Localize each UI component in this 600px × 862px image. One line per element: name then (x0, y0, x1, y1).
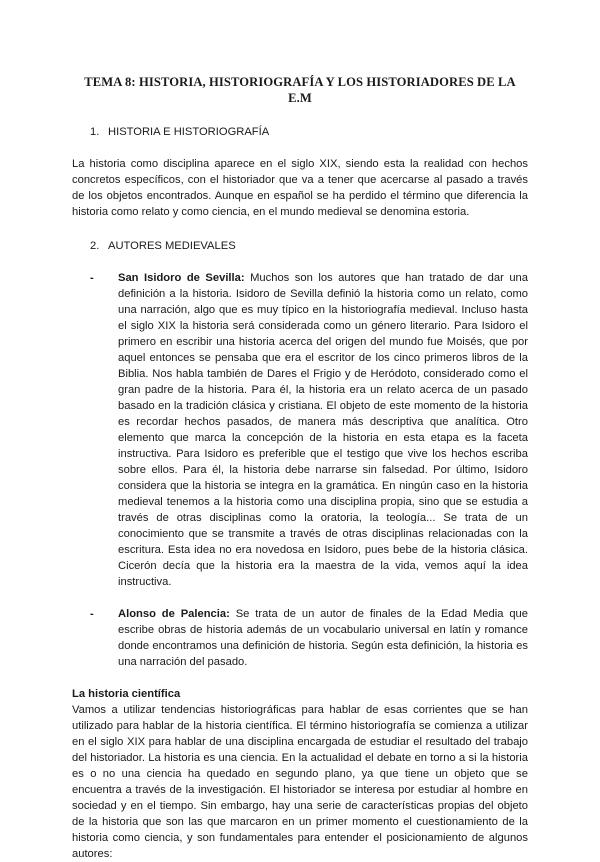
author-item-alonso (90, 606, 528, 670)
science-paragraph: Vamos a utilizar tendencias historiográficas para hablar de esas corrientes que se han utilizado para hablar de la historia científica. El término historiografía se comienza a utilizar en el siglo XIX para hablar de una disciplina encargada de estudiar el resultado del trabajo del historiador. La historia es una ciencia. En la actualidad el debate en torno a si la historia es o no una ciencia ha quedado en segundo plano, ya que tiene un objeto que se encuentra a través de la investigación. El historiador se interesa por estudiar al hombre en sociedad y en el tiempo. Sin embargo, hay una serie de características propias del objeto de la historia que son las que marcaron en un primer momento el cuestionamiento de la historia como ciencia, y son fundamentales para entender el posicionamiento de algunos autores: (72, 704, 528, 860)
document-title: TEMA 8: HISTORIA, HISTORIOGRAFÍA Y LOS HISTORIADORES DE LA E.M (84, 75, 516, 105)
author-name: Alonso de Palencia: (118, 608, 230, 620)
section-number: 1. (90, 126, 100, 138)
intro-paragraph: La historia como disciplina aparece en el siglo XIX, siendo esta la realidad con hechos concretos específicos, con el historiador que va a tener que acercarse al pasado a través de los objetos encontrados. Aunque en español se ha perdido el término que diferencia la historia como relato y como ciencia, en el mundo medieval se denomina estoria. (72, 158, 528, 218)
author-name: San Isidoro de Sevilla: (118, 272, 245, 284)
section-title: AUTORES MEDIEVALES (108, 240, 236, 252)
section-heading-1 (90, 124, 528, 140)
author-description: Muchos son los autores que han tratado de dar una definición a la historia. Isidoro de Sevilla definió la historia como un relato, como una narración, algo que es muy típico en la historiografía medieval. Incluso hasta el siglo XIX la historia será considerada como un género literario. Para Isidoro el primero en escribir una historia acerca del origen del mundo fue Moisés, que por aquel entonces se pensaba que era el escritor de los cinco primeros libros de la Biblia. Nos habla también de Dares el Frigio y de Heródoto, considerado como el gran padre de la historia. Para él, la historia era un relato acerca de un pasado basado en la tradición clásica y cristiana. El objeto de este momento de la historia es recordar hechos pasados, de manera más descriptiva que analítica. Otro elemento que marca la concepción de la historia en esta etapa es la faceta instructiva. Para Isidoro es preferible que el testigo que vive los hechos escriba sobre ellos. Para él, la historia debe narrarse sin falsedad. Por último, Isidoro considera que la historia se integra en la gramática. En ningún caso en la historia medieval tenemos a la historia como una disciplina propia, sino que se estudia a través de otras disciplinas como la oratoria, la teología... Se trata de un conocimiento que se transmite a través de otras disciplinas relacionadas con la escritura. Esta idea no era novedosa en Isidoro, pues bebe de la historia clásica. Cicerón decía que la historia era la maestra de la vida, vemos aquí la idea instructiva. (118, 272, 528, 588)
author-item-isidoro (90, 270, 528, 590)
author-text (118, 270, 528, 590)
author-text (118, 606, 528, 670)
section-number: 2. (90, 240, 100, 252)
section-heading-2 (90, 238, 528, 254)
bullet-dash: - (90, 272, 94, 284)
author-description: Se trata de un autor de finales de la Edad Media que escribe obras de historia además de un vocabulario universal en latín y romance donde encontramos una definición de historia. Según esta definición, la historia es una narración del pasado. (118, 608, 528, 668)
science-heading: La historia científica (72, 688, 181, 700)
section-title: HISTORIA E HISTORIOGRAFÍA (108, 126, 270, 138)
bullet-dash: - (90, 608, 94, 620)
